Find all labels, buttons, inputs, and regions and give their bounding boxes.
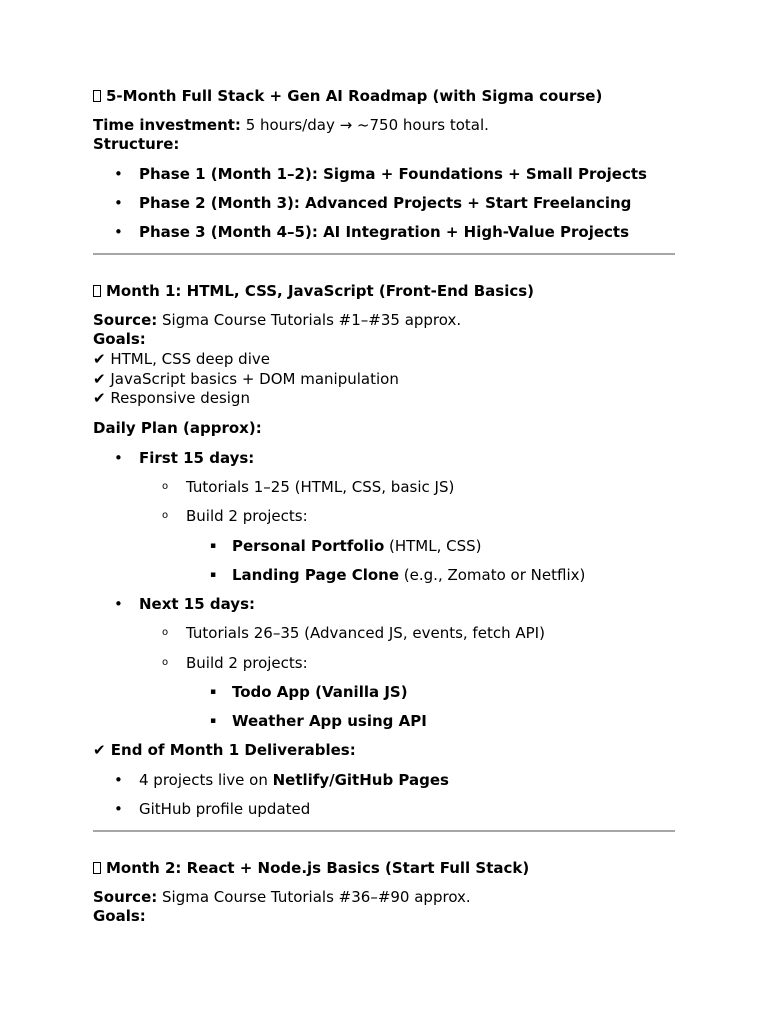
- phase-item: Phase 3 (Month 4–5): AI Integration + High-Value Projects: [139, 223, 630, 241]
- square-bullet-icon: ▪: [210, 570, 217, 580]
- square-bullet-icon: ▪: [210, 541, 217, 551]
- phase-item: Phase 1 (Month 1–2): Sigma + Foundations + Small Projects: [139, 165, 647, 183]
- square-bullet-icon: ▪: [210, 687, 217, 697]
- missing-glyph-icon: [93, 90, 101, 102]
- month1-goals-label: Goals:: [93, 330, 146, 348]
- horizontal-divider: [93, 830, 675, 832]
- month2-source: Source: Sigma Course Tutorials #36–#90 approx.: [93, 888, 471, 906]
- first-15-days-label: First 15 days:: [139, 449, 255, 467]
- missing-glyph-icon: [93, 285, 101, 297]
- missing-glyph-icon: [93, 862, 101, 874]
- project-item: Weather App using API: [232, 712, 427, 730]
- first-build-label: Build 2 projects:: [186, 507, 308, 525]
- next-15-days-label: Next 15 days:: [139, 595, 255, 613]
- bullet-icon: •: [114, 595, 123, 613]
- bullet-icon: •: [114, 165, 123, 183]
- bullet-icon: •: [114, 223, 123, 241]
- month1-source: Source: Sigma Course Tutorials #1–#35 approx.: [93, 311, 462, 329]
- project-item: Personal Portfolio (HTML, CSS): [232, 537, 482, 555]
- deliverable-item: GitHub profile updated: [139, 800, 311, 818]
- next-build-label: Build 2 projects:: [186, 654, 308, 672]
- daily-plan-label: Daily Plan (approx):: [93, 419, 262, 437]
- circle-bullet-icon: o: [162, 481, 169, 492]
- time-investment-line: Time investment: 5 hours/day → ~750 hours total.: [93, 116, 489, 134]
- month2-heading: Month 2: React + Node.js Basics (Start Full Stack): [93, 858, 529, 878]
- goal-item: ✔ HTML, CSS deep dive: [93, 350, 270, 368]
- next-tutorials: Tutorials 26–35 (Advanced JS, events, fetch API): [186, 624, 545, 642]
- phase-item: Phase 2 (Month 3): Advanced Projects + Start Freelancing: [139, 194, 632, 212]
- goal-item: ✔ JavaScript basics + DOM manipulation: [93, 370, 399, 388]
- bullet-icon: •: [114, 449, 123, 467]
- goal-item: ✔ Responsive design: [93, 389, 250, 407]
- structure-label: Structure:: [93, 135, 180, 153]
- circle-bullet-icon: o: [162, 510, 169, 521]
- month1-heading: Month 1: HTML, CSS, JavaScript (Front-End Basics): [93, 281, 534, 301]
- first-tutorials: Tutorials 1–25 (HTML, CSS, basic JS): [186, 478, 455, 496]
- circle-bullet-icon: o: [162, 657, 169, 668]
- square-bullet-icon: ▪: [210, 716, 217, 726]
- bullet-icon: •: [114, 771, 123, 789]
- bullet-icon: •: [114, 194, 123, 212]
- roadmap-title: 5-Month Full Stack + Gen AI Roadmap (with Sigma course): [93, 86, 602, 106]
- month2-goals-label: Goals:: [93, 907, 146, 925]
- bullet-icon: •: [114, 800, 123, 818]
- horizontal-divider: [93, 253, 675, 255]
- deliverables-label: ✔ End of Month 1 Deliverables:: [93, 741, 356, 759]
- circle-bullet-icon: o: [162, 627, 169, 638]
- deliverable-item: 4 projects live on Netlify/GitHub Pages: [139, 771, 449, 789]
- project-item: Landing Page Clone (e.g., Zomato or Netflix): [232, 566, 586, 584]
- project-item: Todo App (Vanilla JS): [232, 683, 408, 701]
